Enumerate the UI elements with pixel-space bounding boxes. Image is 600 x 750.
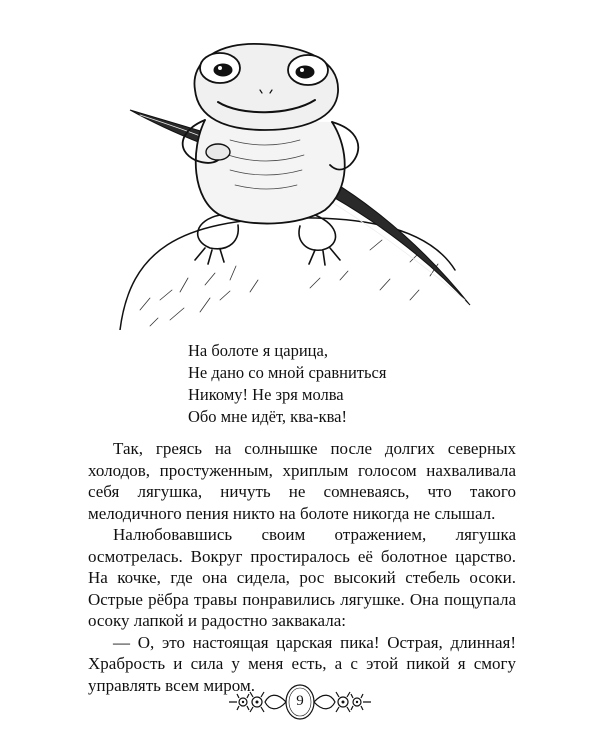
poem-line: Никому! Не зря молва <box>188 385 344 404</box>
paragraph: Так, греясь на солнышке после долгих северных холодов, простуженным, хриплым голосом нахваливала себя лягушка, ничуть не сомневаясь, что такого мелодичного пения никто на болоте никогда не слышал. <box>88 439 516 523</box>
paragraph: — О, это настоящая царская пика! Острая, длинная! Храбрость и сила у меня есть, а с этой пикой я смогу управлять всем миром. <box>88 632 516 695</box>
page-footer <box>225 680 375 725</box>
poem-line: Обо мне идёт, ква-ква! <box>188 407 347 426</box>
poem-line: На болоте я царица, <box>188 341 328 360</box>
page-number: 9 <box>296 693 304 709</box>
poem <box>188 340 386 428</box>
story-text <box>88 438 516 696</box>
paragraph: Налюбовавшись своим отражением, лягушка осмотрелась. Вокруг простиралось её болотное царство. На кочке, где она сидела, рос высокий стебель осоки. Острые рёбра травы понравились лягушке. Она пощупала осоку лапкой и радостно заквакала: <box>88 525 516 630</box>
frog-illustration <box>110 30 480 330</box>
poem-line: Не дано со мной сравниться <box>188 363 387 382</box>
